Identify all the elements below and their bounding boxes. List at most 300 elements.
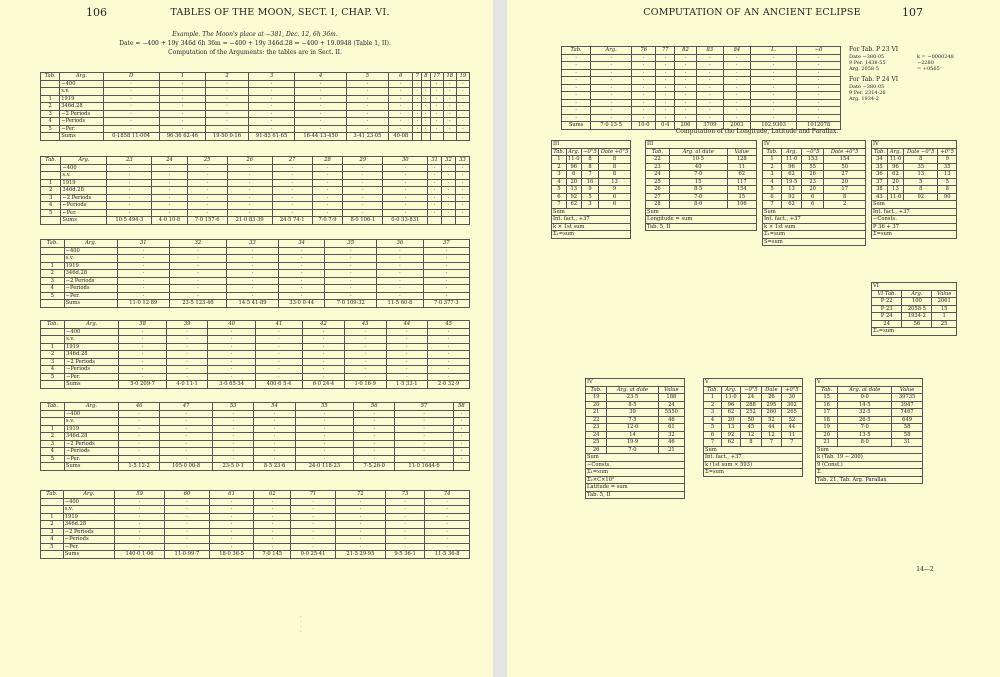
table-cell: · <box>118 433 159 441</box>
sums-label: Sums <box>562 122 591 130</box>
table-cell: · <box>386 343 428 351</box>
sum-label: Sum <box>552 208 631 216</box>
sum-value: 8·5 23·6 <box>254 463 295 471</box>
column-header: 3 <box>248 73 295 81</box>
table-cell: · <box>430 88 443 96</box>
table-cell: · <box>456 103 469 111</box>
extra-row <box>704 461 803 469</box>
column-header: Tab. <box>704 386 722 394</box>
row-label: 346d.28 <box>61 187 107 195</box>
row-label: −2 Periods <box>60 110 103 118</box>
table-header-row <box>41 403 470 411</box>
table-header-row <box>646 148 757 156</box>
tab-number: 3 <box>41 110 60 118</box>
extra-row <box>646 216 757 224</box>
table-cell: · <box>395 410 453 418</box>
table-cell: · <box>562 92 591 100</box>
table-row <box>41 80 470 88</box>
table-cell: 3947 <box>892 401 923 409</box>
table-cell: 8·0 <box>669 201 727 209</box>
table-row <box>41 172 470 180</box>
table-cell: 9 <box>581 186 598 194</box>
top-summary-table <box>561 46 841 130</box>
sum-value: 7·0 157·6 <box>187 217 227 225</box>
table-cell: 26·5 <box>838 416 892 424</box>
sums-row <box>41 551 470 559</box>
tab-number <box>41 80 60 88</box>
table-cell: · <box>443 103 456 111</box>
sum-value: 3·41 23·05 <box>346 133 388 141</box>
row-label: 1919 <box>60 95 103 103</box>
table-cell: · <box>152 209 187 217</box>
table-cell: · <box>430 95 443 103</box>
table-cell: 7 <box>761 439 781 447</box>
row-label: s.v. <box>65 336 119 344</box>
table-header-row <box>41 491 470 499</box>
table-cell: · <box>632 92 656 100</box>
table-cell: 11 <box>727 163 756 171</box>
table-cell: · <box>453 455 469 463</box>
row-label: −Periods <box>64 448 118 456</box>
table-cell: · <box>675 92 697 100</box>
sum-label: Σ₂=sum <box>872 328 957 336</box>
tab-number: 5 <box>41 292 65 300</box>
table-cell: 32 <box>658 431 684 439</box>
table-cell: · <box>166 358 208 366</box>
table-row <box>41 292 470 300</box>
table-cell: · <box>187 179 227 187</box>
table-row <box>41 336 470 344</box>
extra-label: k × 1st sum <box>552 223 631 231</box>
tab-number <box>41 328 65 336</box>
extra-label: Latitude = sum <box>586 484 685 492</box>
table-cell: · <box>428 328 470 336</box>
column-header: 24 <box>152 157 187 165</box>
table-cell: · <box>279 270 325 278</box>
row-label: −Periods <box>65 366 119 374</box>
sum-value: 10·5 494·3 <box>107 217 152 225</box>
sum-value: 21·0 83·39 <box>227 217 272 225</box>
extra-label: −Consts. <box>872 216 957 224</box>
table-cell: 62 <box>727 171 756 179</box>
table-row <box>41 187 470 195</box>
for-tab-p24-lines <box>849 84 886 102</box>
row-label: s.v. <box>63 506 114 514</box>
table-cell: · <box>206 118 248 126</box>
table-cell: · <box>295 448 353 456</box>
table-cell: · <box>212 455 253 463</box>
argument-table <box>40 156 470 225</box>
for-tab-line: 9 Per. 1438·55 <box>849 60 886 66</box>
table-cell: · <box>377 285 423 293</box>
for-tab-line: Arg. 1934·2 <box>849 96 879 102</box>
table-cell: 35 <box>872 163 888 171</box>
extra-label: Int. fact., +37 <box>552 216 631 224</box>
table-cell: · <box>272 194 312 202</box>
table-cell: · <box>291 543 336 551</box>
row-label: s.v. <box>60 88 103 96</box>
table-cell: · <box>255 328 302 336</box>
table-row <box>41 543 470 551</box>
table-cell: 4 <box>552 178 567 186</box>
table-cell: · <box>425 513 470 521</box>
table-header-row <box>562 47 841 55</box>
table-cell: 21 <box>586 409 607 417</box>
sums-label: Sums <box>61 217 107 225</box>
column-header: Arg. <box>65 321 119 329</box>
table-cell: · <box>562 99 591 107</box>
sum-value <box>453 463 469 471</box>
for-tab-p24: For Tab. P 24 VI <box>849 76 899 83</box>
column-header: Date +0°5 <box>599 148 631 156</box>
extra-label: S=sum <box>763 238 866 246</box>
argument-table <box>40 72 470 141</box>
table-cell: · <box>430 103 443 111</box>
sum-value: 105·0 00·8 <box>160 463 213 471</box>
table-cell: · <box>591 99 632 107</box>
table-header-row <box>41 73 470 81</box>
table-cell: · <box>377 262 423 270</box>
table-row <box>41 255 470 263</box>
sum-value: 11·0 1644·6 <box>395 463 453 471</box>
tab-number: 1 <box>41 425 65 433</box>
extra-label: P 36 + 37 <box>872 223 957 231</box>
column-header: Tab. <box>646 148 670 156</box>
sum-value: 23·5 123·46 <box>169 300 226 308</box>
row-label: 346d.28 <box>64 270 117 278</box>
sum-row <box>646 208 757 216</box>
extra-row <box>872 216 957 224</box>
table-cell: · <box>428 366 470 374</box>
table-row <box>872 305 957 313</box>
sum-value: 11·0 99·7 <box>165 551 210 559</box>
table-cell: 260 <box>761 409 781 417</box>
table-row <box>586 401 685 409</box>
table-cell: · <box>696 92 723 100</box>
column-header: 33 <box>227 240 279 248</box>
table-cell: · <box>208 373 255 381</box>
table-cell: 92 <box>904 193 938 201</box>
table-row <box>41 118 470 126</box>
table-cell: · <box>413 118 422 126</box>
table-cell: · <box>430 125 443 133</box>
sum-value: 7·0 13·5 <box>591 122 632 130</box>
tab-number <box>41 255 65 263</box>
table-cell: · <box>428 351 470 359</box>
extra-row <box>816 454 923 462</box>
table-cell: 58 <box>892 431 923 439</box>
table-cell: · <box>385 528 424 536</box>
table-cell: · <box>103 118 159 126</box>
sum-value: 11·5 36·8 <box>425 551 470 559</box>
table-cell: 36 <box>872 171 888 179</box>
table-cell: · <box>295 95 346 103</box>
table-cell: · <box>295 80 346 88</box>
table-cell: · <box>346 88 388 96</box>
table-row <box>41 418 470 426</box>
table-cell: · <box>343 179 383 187</box>
table-cell: · <box>428 209 442 217</box>
tab-number: 3 <box>41 440 65 448</box>
table-cell: 3 <box>552 171 567 179</box>
table-row <box>562 114 841 122</box>
table-cell: · <box>166 373 208 381</box>
table-cell: · <box>209 498 254 506</box>
column-header: 59 <box>115 491 165 499</box>
table-cell: 52 <box>781 416 802 424</box>
column-header: 71 <box>291 491 336 499</box>
table-cell: · <box>169 262 226 270</box>
sum-value: 18·0 36·5 <box>209 551 254 559</box>
extra-row <box>586 484 685 492</box>
table-row <box>816 431 923 439</box>
table-cell: · <box>389 80 413 88</box>
row-label: −Periods <box>63 536 114 544</box>
table-cell: · <box>442 187 456 195</box>
table-cell: · <box>344 343 386 351</box>
table-cell: · <box>212 418 253 426</box>
column-header: Arg. <box>568 148 580 155</box>
column-header: D <box>103 73 159 81</box>
tab-number <box>41 418 65 426</box>
column-header: 42 <box>303 321 345 329</box>
table-cell: · <box>312 187 343 195</box>
table-cell: 7467 <box>892 409 923 417</box>
sum-value <box>428 217 442 225</box>
sum-value: 14·5 41·89 <box>227 300 279 308</box>
table-cell: 0·0 <box>838 394 892 402</box>
tab-number <box>41 300 65 308</box>
table-cell: · <box>166 366 208 374</box>
sum-value: 1·5 12·2 <box>118 463 159 471</box>
table-row <box>586 439 685 447</box>
table-cell: · <box>208 351 255 359</box>
table-cell: · <box>115 498 165 506</box>
table-cell: 2 <box>824 201 866 209</box>
table-cell: · <box>389 125 413 133</box>
table-cell: · <box>272 209 312 217</box>
sum-value: 9·5 36·1 <box>385 551 424 559</box>
table-cell: 56 <box>902 320 932 328</box>
table-cell: · <box>165 543 210 551</box>
table-cell: · <box>206 95 248 103</box>
table-header-row <box>872 148 957 156</box>
table-cell: · <box>442 179 456 187</box>
table-cell: 22 <box>586 416 607 424</box>
running-head: COMPUTATION OF AN ANCIENT ECLIPSE <box>643 7 861 18</box>
table-row <box>704 424 803 432</box>
table-cell: · <box>227 270 279 278</box>
table-cell: · <box>632 107 656 115</box>
table-cell: · <box>750 84 796 92</box>
k-line: k = −0000248 <box>917 54 954 60</box>
table-cell: · <box>632 99 656 107</box>
table-cell: · <box>456 172 470 180</box>
table-cell: · <box>165 506 210 514</box>
table-cell: · <box>159 103 206 111</box>
table-cell: · <box>346 125 388 133</box>
table-cell: · <box>456 179 470 187</box>
table-cell: · <box>107 179 152 187</box>
sums-label: Sums <box>64 463 118 471</box>
table-cell: · <box>428 343 470 351</box>
table-cell: · <box>343 172 383 180</box>
running-head: TABLES OF THE MOON, SECT. I, CHAP. VI. <box>170 7 390 18</box>
table-cell: · <box>591 114 632 122</box>
table-cell: 8 <box>938 186 957 194</box>
sum-value: 2·0 32·9 <box>428 381 470 389</box>
table-roman-row <box>816 379 923 387</box>
column-header: 41 <box>255 321 302 329</box>
extra-label: Σ₂×C×10² <box>586 476 685 484</box>
table-cell: · <box>723 84 750 92</box>
table-cell: · <box>797 84 841 92</box>
table-cell: · <box>208 358 255 366</box>
table-cell: · <box>152 194 187 202</box>
table-cell: 14·5 <box>838 401 892 409</box>
column-header: Value <box>658 386 684 394</box>
table-cell: · <box>166 328 208 336</box>
table-cell: · <box>383 202 428 210</box>
sum-label: Sum <box>763 208 866 216</box>
sum-value: 400·6 5·4 <box>255 381 302 389</box>
table-row <box>41 448 470 456</box>
table-row <box>41 521 470 529</box>
table-cell: · <box>119 343 166 351</box>
table-cell: · <box>254 410 295 418</box>
sum-row <box>816 446 923 454</box>
example-line: Example. The Moon's place at −381, Dec. 12, 6h 36m. <box>172 31 338 38</box>
sum-value: 140·0 1·06 <box>115 551 165 559</box>
table-cell: · <box>656 62 675 70</box>
row-label: −2 Periods <box>63 528 114 536</box>
row-label: −Per. <box>65 373 119 381</box>
table-cell: · <box>227 179 272 187</box>
table-row <box>586 431 685 439</box>
table-cell: 7·5 <box>607 416 659 424</box>
extra-row <box>552 231 631 239</box>
table-cell: · <box>425 498 470 506</box>
table-cell: 6 <box>552 193 567 201</box>
tab-number <box>41 133 60 141</box>
table-cell: · <box>562 84 591 92</box>
table-cell: · <box>118 440 159 448</box>
sums-row <box>41 133 470 141</box>
table-cell: · <box>562 54 591 62</box>
table-cell: 5 <box>763 186 782 194</box>
table-cell: · <box>344 358 386 366</box>
table-cell: 6 <box>599 193 631 201</box>
table-cell: · <box>206 103 248 111</box>
table-cell: · <box>344 366 386 374</box>
column-header: 23 <box>107 157 152 165</box>
sum-value: 3709 <box>696 122 723 130</box>
table-cell: 11·0 <box>887 193 903 201</box>
tab-number <box>41 506 64 514</box>
table-cell: 92 <box>722 431 741 439</box>
table-cell: 26 <box>586 446 607 454</box>
table-cell: 16 <box>816 401 838 409</box>
table-cell: 7 <box>704 439 722 447</box>
table-cell: · <box>291 513 336 521</box>
tab-number <box>41 164 61 172</box>
table-cell: · <box>187 194 227 202</box>
table-row <box>704 416 803 424</box>
table-cell: · <box>335 498 385 506</box>
table-cell: 7 <box>781 439 802 447</box>
table-cell: · <box>255 358 302 366</box>
table-cell: · <box>344 351 386 359</box>
tab-number: 4 <box>41 285 65 293</box>
extra-row <box>552 223 631 231</box>
table-cell: 7·0 <box>669 171 727 179</box>
table-cell: · <box>428 164 442 172</box>
column-header: 54 <box>254 403 295 411</box>
table-cell: · <box>325 255 377 263</box>
column-header: 57 <box>395 403 453 411</box>
argument-table <box>40 490 470 559</box>
table-roman-numeral: IV <box>872 141 957 149</box>
table-cell: · <box>395 433 453 441</box>
column-header: 39 <box>166 321 208 329</box>
table-roman-row <box>704 379 803 387</box>
tab-number: 3 <box>41 358 65 366</box>
sums-row <box>41 381 470 389</box>
table-row <box>41 455 470 463</box>
table-cell: · <box>272 187 312 195</box>
table-cell: · <box>206 88 248 96</box>
table-cell: · <box>425 536 470 544</box>
table-row <box>704 394 803 402</box>
table-row <box>586 416 685 424</box>
extra-label: Longitude = sum <box>646 216 757 224</box>
extra-label: Int. fact., +37 <box>872 208 957 216</box>
table-cell: · <box>255 366 302 374</box>
table-cell: 22 <box>646 156 670 164</box>
row-label: −400 <box>60 80 103 88</box>
table-cell: · <box>656 114 675 122</box>
table-cell: · <box>344 328 386 336</box>
table-cell: 6 <box>801 201 823 209</box>
table-header-row <box>586 386 685 394</box>
argument-table <box>40 320 470 389</box>
table-cell: · <box>160 410 213 418</box>
table-cell: · <box>453 433 469 441</box>
table-cell: · <box>562 69 591 77</box>
column-header: 25 <box>187 157 227 165</box>
table-cell: · <box>750 54 796 62</box>
table-cell: 7·0 <box>669 193 727 201</box>
table-cell: · <box>335 521 385 529</box>
column-header: 19 <box>456 73 469 81</box>
table-cell: · <box>117 262 169 270</box>
table-row <box>562 54 841 62</box>
table-cell: · <box>443 110 456 118</box>
table-row <box>816 416 923 424</box>
table-cell: 7 <box>552 201 567 209</box>
column-header: 1 <box>159 73 206 81</box>
table-cell: · <box>303 351 345 359</box>
column-header: 32 <box>169 240 226 248</box>
extra-row <box>763 238 866 246</box>
extra-row <box>704 469 803 477</box>
table-cell: 18 <box>816 416 838 424</box>
table-cell: · <box>160 448 213 456</box>
table-cell: 20 <box>824 178 866 186</box>
extra-row <box>763 223 866 231</box>
table-row <box>816 424 923 432</box>
extra-row <box>872 208 957 216</box>
